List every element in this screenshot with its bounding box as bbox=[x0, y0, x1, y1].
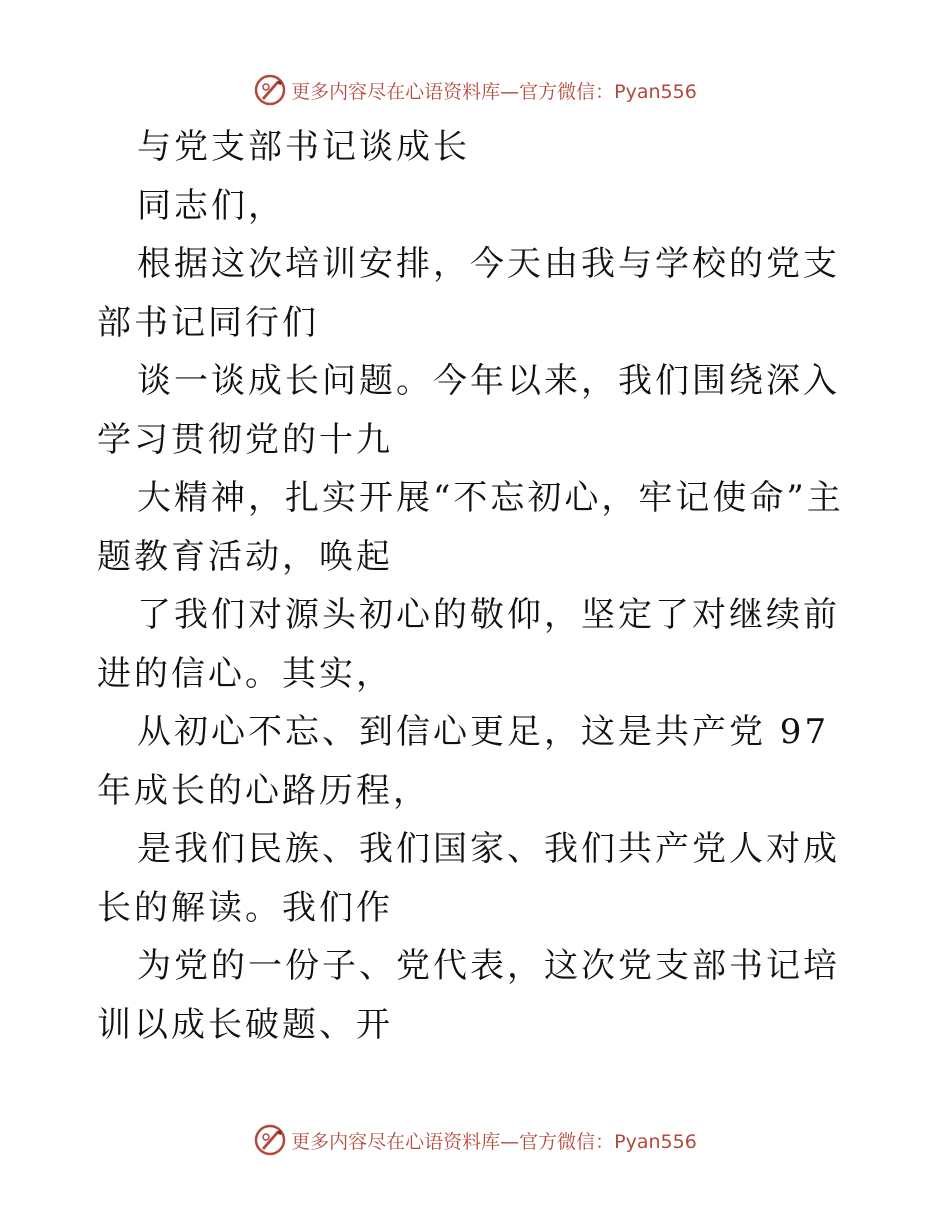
paragraph: 了我们对源头初心的敬仰，坚定了对继续前进的信心。其实， bbox=[97, 595, 840, 694]
quill-pen-logo-icon bbox=[253, 1123, 287, 1157]
paragraph: 从初心不忘、到信心更足，这是共产党 97 年成长的心路历程， bbox=[97, 712, 830, 811]
document-title: 与党支部书记谈成长 bbox=[137, 127, 470, 167]
quill-pen-logo-icon bbox=[253, 73, 287, 107]
footer-banner-text: 更多内容尽在心语资料库—官方微信：Pyan556 bbox=[291, 1130, 697, 1153]
header-banner bbox=[0, 70, 950, 110]
header-banner-text: 更多内容尽在心语资料库—官方微信：Pyan556 bbox=[291, 80, 697, 103]
paragraph: 大精神，扎实开展“不忘初心，牢记使命”主题教育活动，唤起 bbox=[97, 478, 844, 577]
footer-banner bbox=[0, 1120, 950, 1160]
paragraph: 根据这次培训安排，今天由我与学校的党支部书记同行们 bbox=[97, 244, 840, 343]
paragraph: 谈一谈成长问题。今年以来，我们围绕深入学习贯彻党的十九 bbox=[97, 361, 840, 460]
document-body bbox=[97, 118, 853, 1054]
salutation: 同志们， bbox=[137, 185, 285, 226]
paragraph: 为党的一份子、党代表，这次党支部书记培训以成长破题、开 bbox=[97, 946, 840, 1045]
paragraph: 是我们民族、我们国家、我们共产党人对成长的解读。我们作 bbox=[97, 829, 840, 928]
